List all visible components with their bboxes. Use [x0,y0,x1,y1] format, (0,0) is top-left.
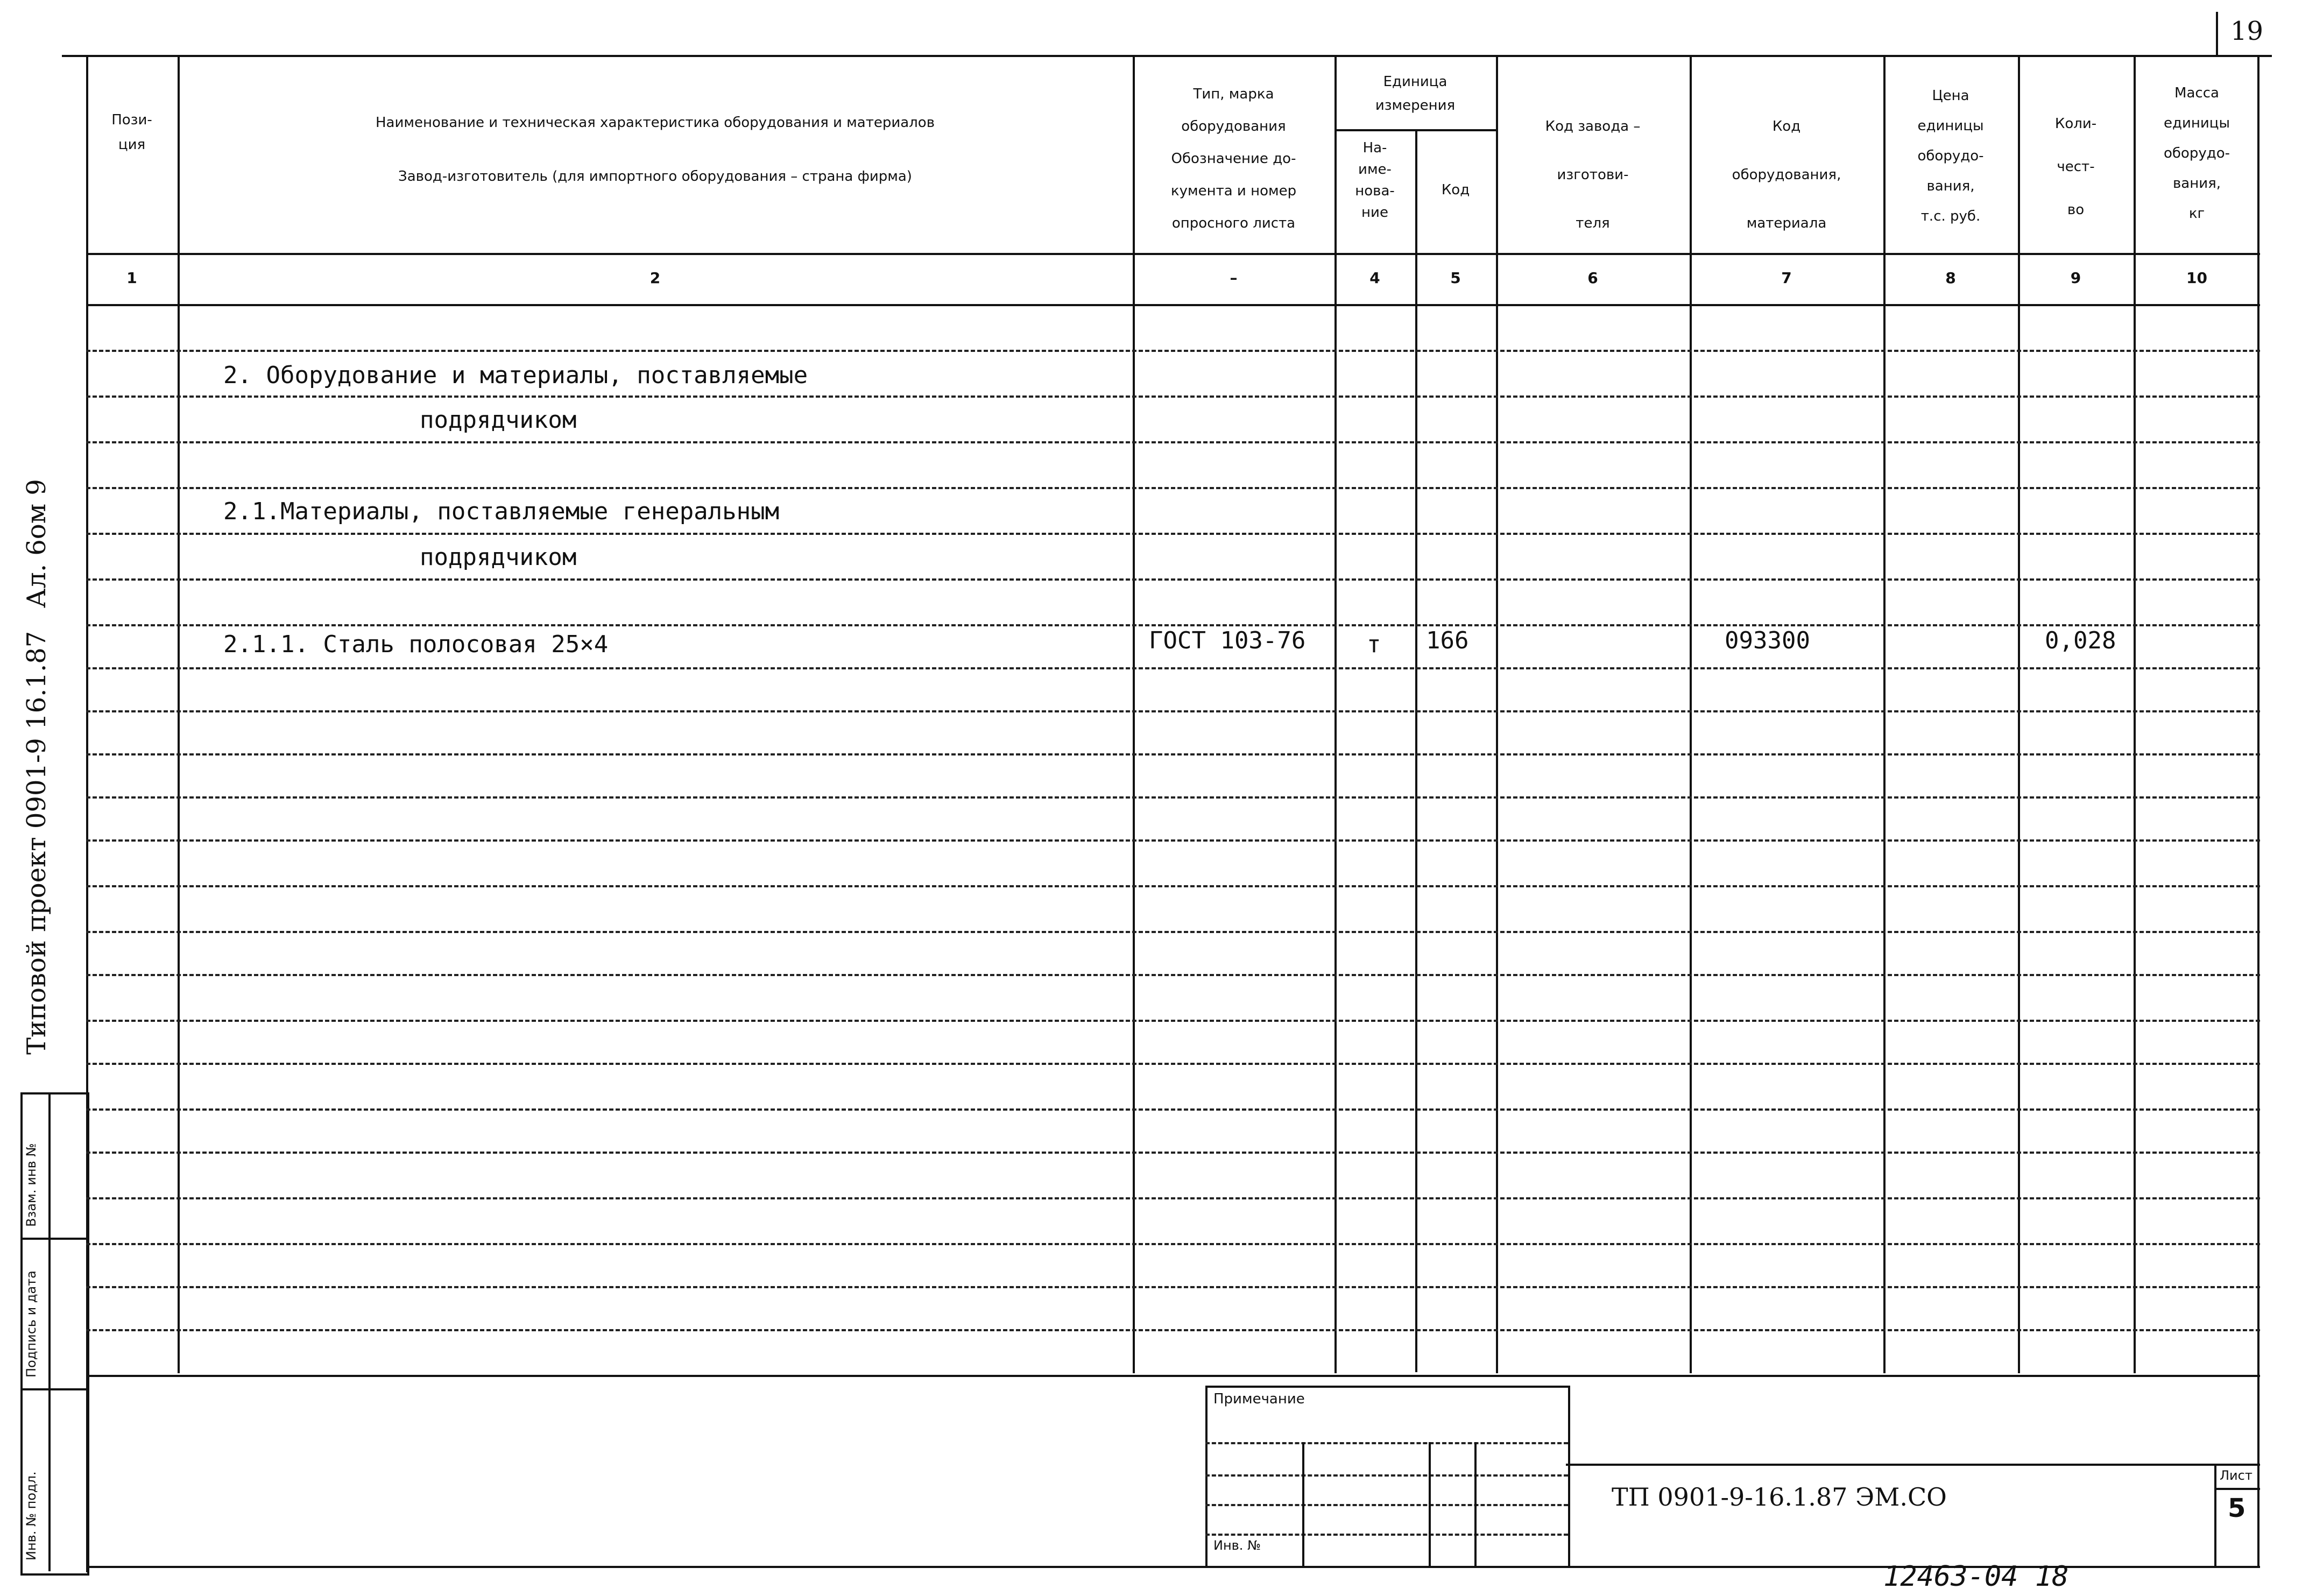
col-sep-5 [1496,55,1498,1373]
row-line [86,533,2260,535]
title-block-line [1205,1474,1568,1477]
title-block-col [1474,1442,1477,1566]
item-unit: т [1367,631,1381,658]
row-line [86,624,2260,626]
doc-code: ТП 0901-9-16.1.87 ЭМ.СО [1612,1482,1947,1512]
stamp-podpis-data: Подпись и дата [24,1270,39,1378]
side-project-text: Типовой проект 0901-9 16.1.87 [22,631,52,1055]
item-doc: ГОСТ 103-76 [1149,627,1306,654]
colnum-5: 5 [1450,269,1461,287]
table-end-line [86,1375,2260,1377]
item-name: 2.1.1. Сталь полосовая 25×4 [223,631,609,658]
sheet-number: 5 [2228,1493,2246,1523]
header-unit-name: На- име- нова- ние [1355,140,1395,221]
row-line [86,753,2260,755]
row-line [86,839,2260,842]
col-sep-4 [1415,129,1417,1372]
header-position: Пози- ция [111,112,152,153]
col-sep-3 [1334,55,1337,1373]
header-type-doc: Тип, марка оборудования Обозначение до- кумента и номер опросного листа [1170,86,1297,231]
title-block-col [1429,1442,1431,1566]
item-material-code: 093300 [1725,627,1810,654]
colnum-10: 10 [2186,269,2207,287]
row-line [86,1243,2260,1245]
sheet-box-line [2214,1464,2216,1566]
item-quantity: 0,028 [2045,627,2116,654]
header-price: Цена единицы оборудо- вания, т.с. руб. [1917,88,1984,224]
col-sep-9 [2134,55,2136,1373]
col-sep-6 [1690,55,1692,1373]
header-material-code: Код оборудования, материала [1732,118,1841,231]
row-line [86,885,2260,887]
colnum-9: 9 [2070,269,2081,287]
section-21-title-line1: 2.1.Материалы, поставляемые генеральным [223,498,780,525]
sheet-box-divider [2214,1488,2260,1490]
sheet-label: Лист [2220,1468,2252,1483]
row-line [86,441,2260,443]
col-sep-1 [178,55,180,1373]
col-sep-2 [1133,55,1135,1373]
row-line [86,974,2260,976]
row-line [86,1020,2260,1022]
header-bottom-line [86,253,2260,255]
title-block-line [1205,1534,1568,1536]
colnum-3: – [1230,269,1238,287]
row-line [86,1108,2260,1111]
title-block-line [1205,1504,1568,1506]
row-line [86,487,2260,489]
section-2-title-line2: подрядчиком [420,406,577,434]
header-quantity: Коли- чест- во [2054,116,2097,218]
row-line [86,667,2260,669]
header-name-line1: Наименование и техническая характеристика оборудования и материалов [375,115,935,131]
row-line [86,796,2260,799]
row-line [86,1063,2260,1065]
title-block-line [1205,1442,1568,1444]
unit-group-line [1334,129,1496,131]
item-unit-code: 166 [1426,627,1469,654]
row-line [86,1197,2260,1199]
header-unit-code: Код [1441,182,1470,198]
row-line [86,931,2260,933]
row-line [86,578,2260,581]
row-line [86,1152,2260,1154]
section-2-title-line1: 2. Оборудование и материалы, поставляемые [223,362,808,389]
stamp-inner-line [48,1092,51,1571]
colnum-8: 8 [1945,269,1956,287]
colnum-1: 1 [126,269,137,287]
header-mass: Масса единицы оборудо- вания, кг [2163,85,2230,222]
title-block-notes-label: Примечание [1213,1391,1305,1407]
stamp-vzam-inv: Взам. инв № [24,1143,39,1227]
header-name-line2: Завод-изготовитель (для импортного оборудования – страна фирма) [398,168,912,185]
row-line [86,1329,2260,1331]
archive-number: 12463-04 18 [1883,1560,2069,1593]
colnum-2: 2 [649,269,661,287]
colnum-7: 7 [1781,269,1792,287]
row-line [86,1286,2260,1288]
col-sep-7 [1883,55,1886,1373]
header-unit-group: Единица измерения [1375,74,1456,114]
col-sep-8 [2018,55,2020,1373]
stamp-inv-podl: Инв. № подл. [24,1471,39,1560]
row-line [86,396,2260,398]
header-factory-code: Код завода – изготови- теля [1545,118,1641,231]
row-line [86,710,2260,712]
row-line [86,350,2260,352]
title-block-col [1302,1442,1304,1566]
doc-code-top-line [1566,1464,2260,1466]
title-block-inv-label: Инв. № [1213,1538,1261,1553]
colnum-4: 4 [1369,269,1380,287]
corner-sheet-mark: 19 [2230,16,2264,46]
side-album-text: Ал. 6ом 9 [22,479,52,608]
colnum-bottom-line [86,304,2260,306]
colnum-6: 6 [1587,269,1598,287]
section-21-title-line2: подрядчиком [420,543,577,571]
